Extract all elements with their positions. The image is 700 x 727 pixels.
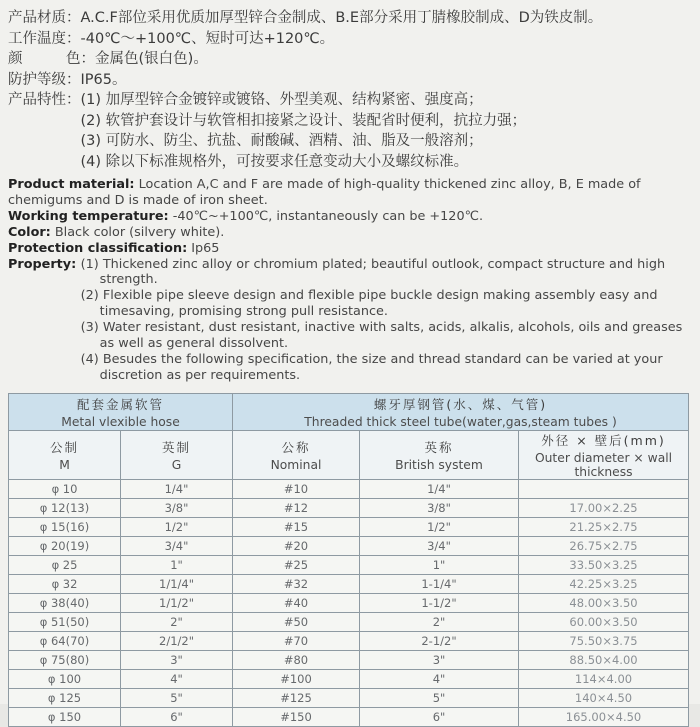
table-row xyxy=(9,555,689,574)
table-row xyxy=(9,479,689,498)
table-cell: φ 150 xyxy=(9,707,121,726)
table-row xyxy=(9,612,689,631)
chinese-spec-section xyxy=(8,8,690,172)
spec-text-color: 金属色(银白色)。 xyxy=(95,51,208,67)
table-cell: #15 xyxy=(233,517,360,536)
table-row xyxy=(9,669,689,688)
table-cell: 6" xyxy=(360,707,519,726)
table-cell: φ 38(40) xyxy=(9,593,121,612)
table-cell: 1-1/2" xyxy=(360,593,519,612)
table-cell: #10 xyxy=(233,479,360,498)
en-line-color xyxy=(8,225,690,241)
table-cell: 114×4.00 xyxy=(519,669,689,688)
table-cell: #20 xyxy=(233,536,360,555)
table-group-header-row xyxy=(9,393,689,430)
spec-label-features: 产品特性： xyxy=(8,92,81,108)
table-cell: #125 xyxy=(233,688,360,707)
table-cell: φ 15(16) xyxy=(9,517,121,536)
col-header-metric-en: M xyxy=(59,457,70,472)
property-item: (3) Water resistant, dust resistant, inactive with salts, acids, alkalis, alcohols, oils and greases as well as general dissolvent. xyxy=(80,320,683,352)
col-header-metric-cn: 公制 xyxy=(49,439,79,455)
col-header-nominal xyxy=(233,430,360,479)
table-cell: #12 xyxy=(233,498,360,517)
table-cell: #40 xyxy=(233,593,360,612)
table-cell: 48.00×3.50 xyxy=(519,593,689,612)
property-item: (1) Thickened zinc alloy or chromium plated; beautiful outlook, compact structure and high strength. xyxy=(80,256,666,288)
col-header-imperial-en: G xyxy=(171,457,182,472)
property-item: (4) Besudes the following specification, the size and thread standard can be varied at your discretion as per requirements. xyxy=(80,351,663,383)
table-cell: 3" xyxy=(360,650,519,669)
table-cell: φ 20(19) xyxy=(9,536,121,555)
en-label-property: Property: xyxy=(8,256,81,272)
property-item: (2) Flexible pipe sleeve design and flexible pipe buckle design making assembly easy and timesaving, promising strong pull resistance. xyxy=(80,288,658,320)
col-header-imperial-cn: 英制 xyxy=(161,439,191,455)
table-row xyxy=(9,707,689,726)
feature-list xyxy=(81,90,691,172)
table-cell: φ 64(70) xyxy=(9,631,121,650)
spec-line-material xyxy=(8,8,690,29)
table-cell: 75.50×3.75 xyxy=(519,631,689,650)
spec-text-temperature: -40℃～+100℃、短时可达+120℃。 xyxy=(80,30,335,47)
feature-item: (2) 软管护套设计与软管相扣接紧之设计、装配省时便利，抗拉力强； xyxy=(80,112,527,129)
spec-line-temperature xyxy=(8,29,690,50)
table-cell: φ 32 xyxy=(9,574,121,593)
table-cell: 140×4.50 xyxy=(519,688,689,707)
table-cell: φ 25 xyxy=(9,555,121,574)
spec-line-protection xyxy=(8,70,690,91)
table-cell: φ 12(13) xyxy=(9,498,121,517)
en-text-material: Location A,C and F are made of high-quality thickened zinc alloy, B, E made of chemigums and D is made of iron sheet. xyxy=(8,177,641,208)
en-line-property xyxy=(8,257,690,384)
col-header-british-cn: 英称 xyxy=(424,439,454,455)
table-cell: 1/2" xyxy=(121,517,233,536)
col-header-imperial xyxy=(121,430,233,479)
table-cell: 165.00×4.50 xyxy=(519,707,689,726)
table-cell: φ 125 xyxy=(9,688,121,707)
en-line-protection xyxy=(8,241,690,257)
spec-label-material: 产品材质： xyxy=(8,10,81,26)
table-cell: 6" xyxy=(121,707,233,726)
spec-label-protection: 防护等级： xyxy=(8,71,81,88)
spec-label-color: 颜 色： xyxy=(8,51,95,67)
property-list xyxy=(81,257,690,384)
table-row xyxy=(9,593,689,612)
table-cell: 4" xyxy=(360,669,519,688)
table-cell: 3/8" xyxy=(121,498,233,517)
col-header-diameter xyxy=(519,430,689,479)
table-cell: 1/4" xyxy=(121,479,233,498)
table-row xyxy=(9,688,689,707)
table-cell: 2/1/2" xyxy=(121,631,233,650)
en-label-protection: Protection classification: xyxy=(8,240,188,256)
table-cell: 2-1/2" xyxy=(360,631,519,650)
table-cell: 1/2" xyxy=(360,517,519,536)
spec-text-protection: IP65。 xyxy=(80,71,127,88)
table-cell: 3/4" xyxy=(121,536,233,555)
en-line-material xyxy=(8,177,690,209)
table-cell: φ 100 xyxy=(9,669,121,688)
group-header-hose-en: Metal vlexible hose xyxy=(61,414,180,429)
table-cell: 1/1/4" xyxy=(121,574,233,593)
table-cell: φ 75(80) xyxy=(9,650,121,669)
table-cell: 88.50×4.00 xyxy=(519,650,689,669)
en-label-color: Color: xyxy=(8,224,51,240)
en-label-material: Product material: xyxy=(8,177,135,192)
table-cell: 5" xyxy=(360,688,519,707)
table-row xyxy=(9,631,689,650)
table-row xyxy=(9,574,689,593)
spec-line-color xyxy=(8,49,690,70)
group-header-tube-en: Threaded thick steel tube(water,gas,steam tubes ) xyxy=(304,414,617,429)
en-label-temperature: Working temperature: xyxy=(8,208,169,224)
table-cell: 42.25×3.25 xyxy=(519,574,689,593)
table-cell: 2" xyxy=(121,612,233,631)
table-cell: 1" xyxy=(121,555,233,574)
col-header-british xyxy=(360,430,519,479)
table-row xyxy=(9,650,689,669)
table-cell: 60.00×3.50 xyxy=(519,612,689,631)
en-text-protection: Ip65 xyxy=(191,240,220,256)
table-cell: #150 xyxy=(233,707,360,726)
table-cell: #32 xyxy=(233,574,360,593)
table-cell: 1-1/4" xyxy=(360,574,519,593)
english-spec-section xyxy=(8,177,690,384)
spec-table-body xyxy=(9,479,689,726)
table-cell: 33.50×3.25 xyxy=(519,555,689,574)
table-cell: #25 xyxy=(233,555,360,574)
table-cell: 17.00×2.25 xyxy=(519,498,689,517)
table-cell: #70 xyxy=(233,631,360,650)
col-header-nominal-en: Nominal xyxy=(270,457,322,472)
col-header-nominal-cn: 公称 xyxy=(281,439,311,455)
en-text-color: Black color (silvery white). xyxy=(54,224,225,240)
table-cell: 3/8" xyxy=(360,498,519,517)
en-line-temperature xyxy=(8,209,690,225)
en-text-temperature: -40℃~+100℃, instantaneously can be +120℃. xyxy=(172,208,484,224)
table-cell: 3/4" xyxy=(360,536,519,555)
group-header-tube-cn: 螺牙厚钢管(水、煤、气管) xyxy=(373,396,548,412)
table-row xyxy=(9,498,689,517)
group-header-hose-cn: 配套金属软管 xyxy=(76,396,164,412)
table-row xyxy=(9,517,689,536)
spec-table xyxy=(8,393,689,727)
table-cell: #100 xyxy=(233,669,360,688)
table-cell: 1" xyxy=(360,555,519,574)
feature-item: (3) 可防水、防尘、抗盐、耐酸碱、酒精、油、脂及一般溶剂； xyxy=(80,133,483,149)
col-header-british-en: British system xyxy=(395,457,483,472)
table-cell: #50 xyxy=(233,612,360,631)
spec-line-features xyxy=(8,90,690,172)
group-header-tube xyxy=(233,393,689,430)
table-cell: #80 xyxy=(233,650,360,669)
table-cell: 26.75×2.75 xyxy=(519,536,689,555)
spec-label-temperature: 工作温度： xyxy=(8,30,81,47)
table-cell: 2" xyxy=(360,612,519,631)
feature-item: (1) 加厚型锌合金镀锌或镀铬、外型美观、结构紧密、强度高； xyxy=(80,92,483,108)
table-cell: 5" xyxy=(121,688,233,707)
col-header-diameter-cn: 外径 × 壁后(mm) xyxy=(541,432,666,448)
col-header-diameter-en: Outer diameter × wall thickness xyxy=(534,450,673,479)
feature-item: (4) 除以下标准规格外，可按要求任意变动大小及螺纹标准。 xyxy=(80,153,469,170)
table-cell: 3" xyxy=(121,650,233,669)
group-header-hose xyxy=(9,393,233,430)
col-header-metric xyxy=(9,430,121,479)
table-row xyxy=(9,536,689,555)
spec-text-material: A.C.F部位采用优质加厚型锌合金制成、B.E部分采用丁腈橡胶制成、D为铁皮制。 xyxy=(80,10,603,26)
table-cell: φ 10 xyxy=(9,479,121,498)
table-column-header-row xyxy=(9,430,689,479)
table-cell xyxy=(519,479,689,498)
table-cell: 4" xyxy=(121,669,233,688)
table-cell: 1/4" xyxy=(360,479,519,498)
table-cell: φ 51(50) xyxy=(9,612,121,631)
table-cell: 21.25×2.75 xyxy=(519,517,689,536)
table-cell: 1/1/2" xyxy=(121,593,233,612)
